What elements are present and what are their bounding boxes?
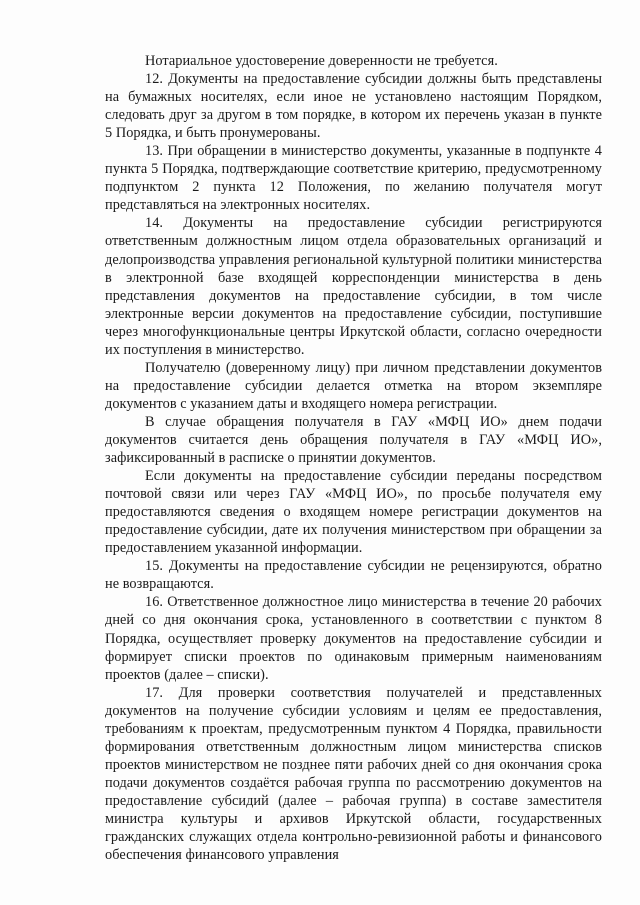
paragraph-14: 14. Документы на предоставление субсидии регистрируются ответственным должностным лицом отдела образовательных организаций и делопроизводства управления региональной культурной политики министерства в электронной базе входящей корреспонденции министерства в день представления документов на предоставление субсидии, в том числе электронные версии документов на предоставление субсидии, поступившие через многофункциональные центры Иркутской области, согласно очередности их поступления в министерство. [105,215,602,358]
paragraph-16: 16. Ответственное должностное лицо министерства в течение 20 рабочих дней со дня окончания срока, установленного в соответствии с пунктом 8 Порядка, осуществляет проверку документов на предоставление субсидии и формирует списки проектов по одинаковым примерным наименованиям проектов (далее – списки). [105,594,602,683]
paragraph-notary: Нотариальное удостоверение доверенности не требуется. [145,53,498,69]
paragraph-12: 12. Документы на предоставление субсидии должны быть представлены на бумажных носителях, если иное не установлено настоящим Порядком, следовать друг за другом в том порядке, в котором их перечень указан в пункте 5 Порядка, и быть пронумерованы. [105,71,602,142]
paragraph-14-mfc: В случае обращения получателя в ГАУ «МФЦ ИО» днем подачи документов считается день обращения получателя в ГАУ «МФЦ ИО», зафиксированный в расписке о принятии документов. [105,413,602,467]
paragraph-14-recipient: Получателю (доверенному лицу) при личном представлении документов на предоставление субсидии делается отметка на втором экземпляре документов с указанием даты и входящего номера регистрации. [105,359,602,412]
document-body [105,52,602,864]
paragraph-14-postal: Если документы на предоставление субсидии переданы посредством почтовой связи или через ГАУ «МФЦ ИО», по просьбе получателя ему предоставляются сведения о входящем номере регистрации документов на предоставление субсидии, дате их получения министерством при обращении за предоставлением указанной информации. [105,468,602,557]
paragraph-15: 15. Документы на предоставление субсидии не рецензируются, обратно не возвращаются. [105,558,602,593]
paragraph-13: 13. При обращении в министерство документы, указанные в подпункте 4 пункта 5 Порядка, подтверждающие соответствие критерию, предусмотренному подпунктом 2 пункта 12 Положения, по желанию получателя могут представляться на электронных носителях. [105,143,602,214]
paragraph-17: 17. Для проверки соответствия получателей и представленных документов на получение субсидии условиям и целям ее предоставления, требованиям к проектам, предусмотренным пунктом 4 Порядка, правильности формирования ответственным должностным лицом министерства списков проектов министерством не позднее пяти рабочих дней со дня окончания срока подачи документов создаётся рабочая группа по рассмотрению документов на предоставление субсидий (далее – рабочая группа) в составе заместителя министра культуры и архивов Иркутской области, государственных гражданских служащих отдела контрольно-ревизионной работы и финансового обеспечения финансового управления [105,684,602,864]
